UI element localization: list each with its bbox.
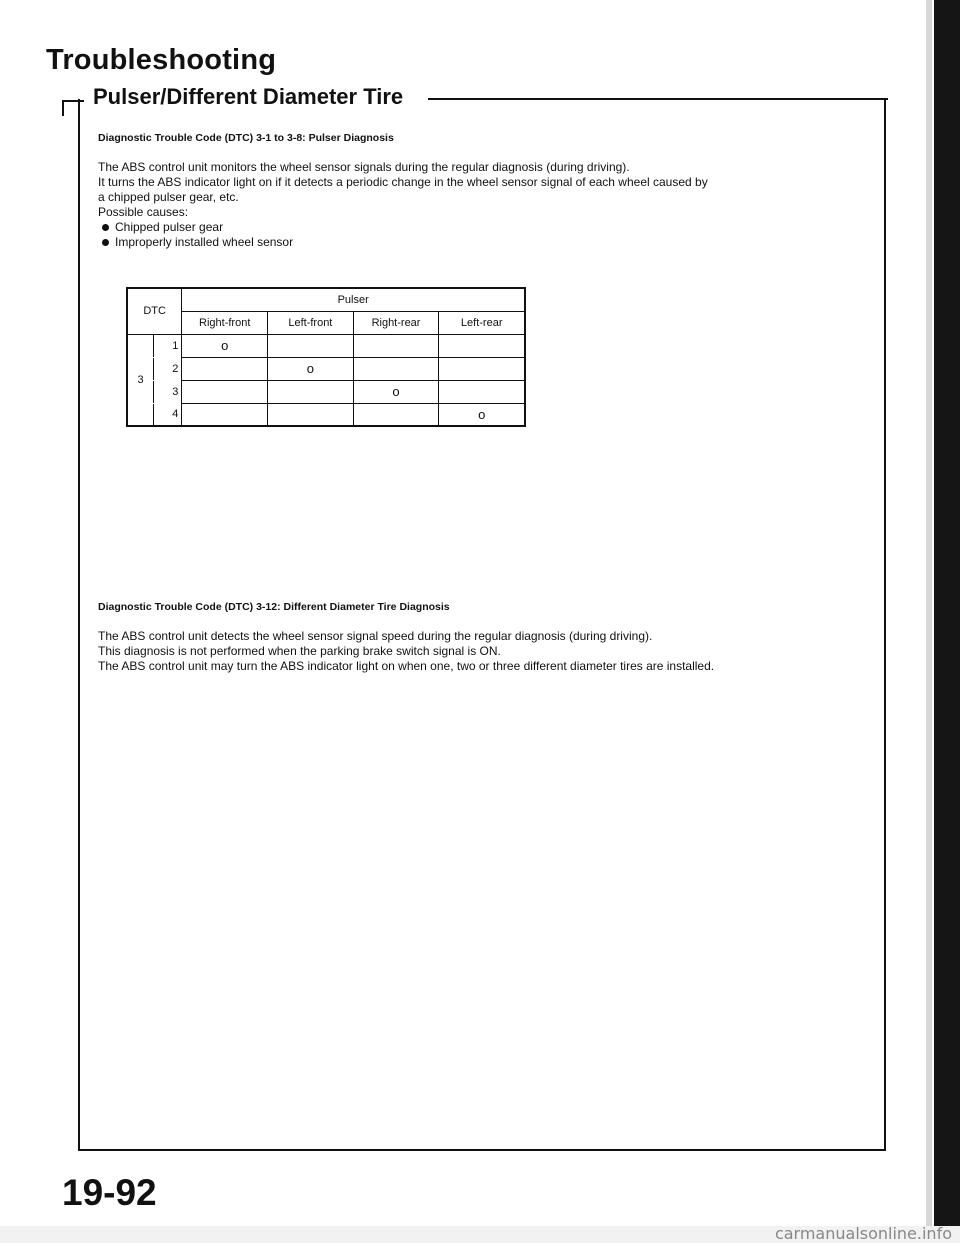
- dtc-3-12-heading: Diagnostic Trouble Code (DTC) 3-12: Different Diameter Tire Diagnosis: [98, 601, 450, 613]
- table-cell: [439, 357, 525, 380]
- dtc-3-1-line-3: a chipped pulser gear, etc.: [98, 190, 239, 204]
- dtc-3-1-section: [98, 131, 878, 250]
- cause-text: Chipped pulser gear: [115, 220, 224, 234]
- table-row: [127, 357, 525, 380]
- table-cell: [268, 334, 354, 357]
- table-cell: [353, 403, 439, 426]
- column-header: Right-front: [182, 311, 268, 334]
- table-row: [127, 403, 525, 426]
- table-cell: [439, 334, 525, 357]
- column-header: Right-rear: [353, 311, 439, 334]
- mark: o: [478, 406, 486, 422]
- section-title: Pulser/Different Diameter Tire: [93, 84, 404, 109]
- table-cell: [268, 357, 354, 380]
- bullet-icon: [102, 224, 109, 231]
- pulser-header: Pulser: [182, 288, 525, 311]
- mark: o: [392, 384, 400, 399]
- column-header: Left-rear: [439, 311, 525, 334]
- table-cell: [353, 357, 439, 380]
- cause-text: Improperly installed wheel sensor: [115, 235, 294, 249]
- table-cell: [172, 380, 268, 403]
- dtc-3-12-line-2: This diagnosis is not performed when the parking brake switch signal is ON.: [98, 644, 501, 658]
- mark: o: [306, 361, 314, 376]
- table-cell: [268, 403, 354, 426]
- table-row: [127, 334, 525, 357]
- table-row: [127, 380, 525, 403]
- dtc-main-code: 3: [137, 373, 144, 386]
- dtc-sub-code: 2: [153, 358, 182, 380]
- dtc-3-12-section: [98, 600, 878, 674]
- binding-edge: [934, 0, 960, 1243]
- dtc-header: DTC: [127, 288, 182, 334]
- dtc-3-12-line-3: The ABS control unit may turn the ABS indicator light on when one, two or three different diameter tires are installed.: [98, 659, 715, 673]
- cause-item: [98, 235, 878, 250]
- dtc-3-1-line-1: The ABS control unit monitors the wheel sensor signals during the regular diagnosis (during driving).: [98, 160, 630, 174]
- possible-causes-label: Possible causes:: [98, 205, 189, 219]
- dtc-3-12-line-1: The ABS control unit detects the wheel sensor signal speed during the regular diagnosis (during driving).: [98, 629, 653, 643]
- table-cell: [268, 380, 354, 403]
- dtc-sub-code: 1: [153, 335, 182, 357]
- mark: o: [221, 338, 229, 353]
- table-cell: [353, 380, 439, 403]
- section-bracket: [62, 100, 64, 116]
- dtc-sub-code: 3: [153, 381, 182, 403]
- table-cell: [439, 403, 525, 426]
- table-cell: [172, 403, 268, 426]
- binding-edge-shadow: [926, 0, 932, 1243]
- table-cell: [439, 380, 525, 403]
- table-cell: [172, 334, 268, 357]
- column-header: Left-front: [268, 311, 354, 334]
- table-cell: [172, 357, 268, 380]
- page-number: 19-92: [62, 1172, 157, 1213]
- dtc-3-1-heading: Diagnostic Trouble Code (DTC) 3-1 to 3-8: Pulser Diagnosis: [98, 132, 394, 144]
- dtc-3-1-line-2: It turns the ABS indicator light on if it detects a periodic change in the wheel sensor signal of each wheel caused by: [98, 175, 708, 189]
- dtc-sub-code: 4: [153, 404, 182, 426]
- bullet-icon: [102, 239, 109, 246]
- table-cell: [353, 334, 439, 357]
- watermark: carmanualsonline.info: [774, 1224, 952, 1243]
- page-title: Troubleshooting: [46, 44, 277, 76]
- pulser-dtc-table: [126, 287, 526, 427]
- cause-item: [98, 220, 878, 235]
